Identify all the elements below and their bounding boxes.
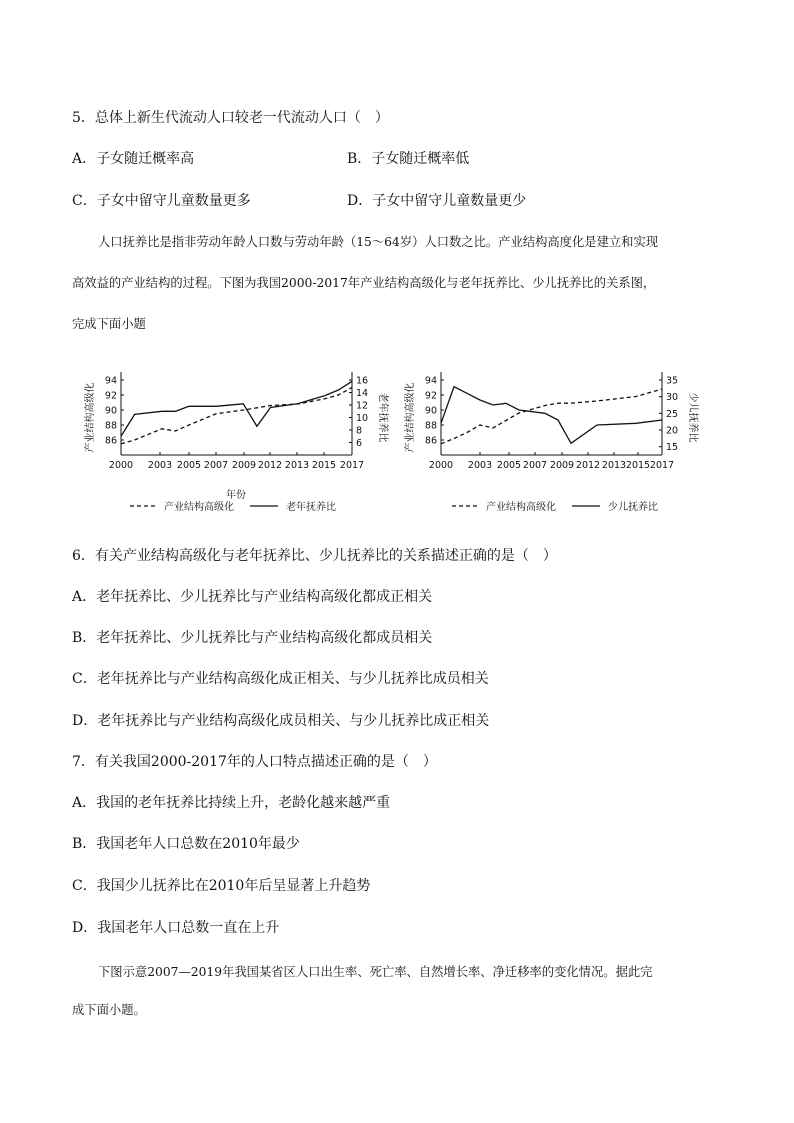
chart1-right-tick-label: 6	[356, 438, 363, 449]
chart2-right-tick-label: 25	[666, 408, 679, 420]
q6-option-d: D．老年抚养比与产业结构高级化成员相关、与少儿抚养比成正相关	[72, 713, 490, 729]
q7-stem: 7．有关我国2000-2017年的人口特点描述正确的是（ ）	[72, 754, 437, 770]
q6-option-b: B．老年抚养比、少儿抚养比与产业结构高级化都成员相关	[72, 630, 433, 646]
chart1-left-tick-label: 90	[104, 405, 117, 417]
chart1-right-tick-label: 10	[356, 413, 369, 424]
q5-option-b: B．子女随迁概率低	[347, 151, 470, 167]
chart1-x-tick-label: 2015	[311, 460, 337, 471]
q6-option-a: A．老年抚养比、少儿抚养比与产业结构高级化都成正相关	[72, 589, 433, 605]
chart1-series-industry-line	[121, 388, 352, 444]
chart2-left-tick-label: 92	[424, 390, 437, 402]
chart1-right-tick-label: 8	[356, 425, 363, 437]
chart2-legend-label-1: 产业结构高级化	[486, 502, 556, 513]
chart2-x-tick-label: 2017	[649, 460, 675, 471]
chart2-right-tick-label: 35	[666, 375, 679, 387]
chart1-series-dependency-line	[121, 381, 352, 436]
chart1-x-tick-label: 2007	[203, 460, 229, 471]
chart2-series-dependency-line	[441, 387, 662, 444]
q7-option-c: C．我国少儿抚养比在2010年后呈显著上升趋势	[72, 878, 371, 894]
chart2-left-axis-title: 产业结构高级化	[405, 382, 416, 453]
intro-line-2: 高效益的产业结构的过程。下图为我国2000-2017年产业结构高级化与老年抚养比、少儿抚养比的关系图，	[72, 276, 656, 290]
chart1-right-tick-label: 16	[356, 375, 369, 387]
chart1-left-tick-label: 86	[104, 435, 117, 447]
chart2-left-tick-label: 88	[424, 420, 437, 432]
chart2-left-tick-label: 86	[424, 435, 437, 447]
q6-stem: 6．有关产业结构高级化与老年抚养比、少儿抚养比的关系描述正确的是（ ）	[72, 548, 557, 564]
q6-option-c: C．老年抚养比与产业结构高级化成正相关、与少儿抚养比成员相关	[72, 671, 489, 687]
chart2-right-tick-label: 20	[666, 425, 679, 437]
chart2-x-tick-label: 2005	[496, 460, 522, 471]
intro-line-3: 完成下面小题	[72, 317, 146, 331]
chart2-x-tick-label: 2007	[522, 460, 548, 471]
chart1-left-tick-label: 88	[104, 420, 117, 432]
intro2-line-1: 下图示意2007—2019年我国某省区人口出生率、死亡率、自然增长率、净迁移率的变化情况。据此完	[98, 965, 653, 979]
chart1-x-tick-label: 2013	[284, 460, 310, 471]
q7-option-a: A．我国的老年抚养比持续上升，老龄化越来越严重	[72, 795, 391, 811]
chart1-left-tick-label: 92	[104, 390, 117, 402]
q7-option-b: B．我国老年人口总数在2010年最少	[72, 836, 300, 852]
chart2-x-tick-label: 2013	[601, 460, 627, 471]
chart2-right-tick-label: 15	[666, 442, 679, 454]
chart1-legend-label-2: 老年抚养比	[286, 502, 336, 513]
q5-option-c: C．子女中留守儿童数量更多	[72, 193, 251, 209]
q7-option-d: D．我国老年人口总数一直在上升	[72, 920, 280, 936]
chart1-right-tick-label: 14	[356, 388, 369, 399]
chart1-left-axis-title: 产业结构高级化	[85, 382, 96, 453]
chart2-right-tick-label: 30	[666, 392, 679, 404]
dependency-ratio-charts	[0, 360, 794, 530]
q5-option-a: A．子女随迁概率高	[72, 151, 195, 167]
chart1-x-tick-label: 2003	[147, 460, 173, 471]
q5-option-d: D．子女中留守儿童数量更少	[347, 193, 527, 209]
intro-line-1: 人口抚养比是指非劳动年龄人口数与劳动年龄（15～64岁）人口数之比。产业结构高度化是建立和实现	[98, 235, 659, 249]
chart1-x-tick-label: 2009	[231, 460, 257, 471]
chart1-right-tick-label: 12	[356, 400, 369, 412]
chart1-x-axis-title: 年份	[226, 490, 246, 501]
chart1-left-tick-label: 94	[104, 375, 117, 387]
chart1-x-tick-label: 2005	[176, 460, 202, 471]
chart1-x-tick-label: 2017	[339, 460, 365, 471]
chart1-x-tick-label: 2012	[257, 460, 283, 471]
chart1-legend-label-1: 产业结构高级化	[164, 502, 234, 513]
chart2-x-tick-label: 2000	[428, 460, 454, 471]
chart2-x-tick-label: 2009	[549, 460, 575, 471]
chart1-right-axis-title: 老年抚养比	[377, 392, 388, 443]
chart1-x-tick-label: 2000	[108, 460, 134, 471]
chart2-legend-label-2: 少儿抚养比	[608, 502, 658, 513]
chart2-x-tick-label: 2012	[575, 460, 601, 471]
chart2-x-tick-label: 2015	[625, 460, 651, 471]
chart2-x-tick-label: 2003	[467, 460, 493, 471]
intro2-line-2: 成下面小题。	[72, 1003, 146, 1017]
chart2-left-tick-label: 94	[424, 375, 437, 387]
chart2-right-axis-title: 少儿抚养比	[687, 392, 698, 443]
chart2-left-tick-label: 90	[424, 405, 437, 417]
q5-stem: 5．总体上新生代流动人口较老一代流动人口（ ）	[72, 110, 389, 126]
